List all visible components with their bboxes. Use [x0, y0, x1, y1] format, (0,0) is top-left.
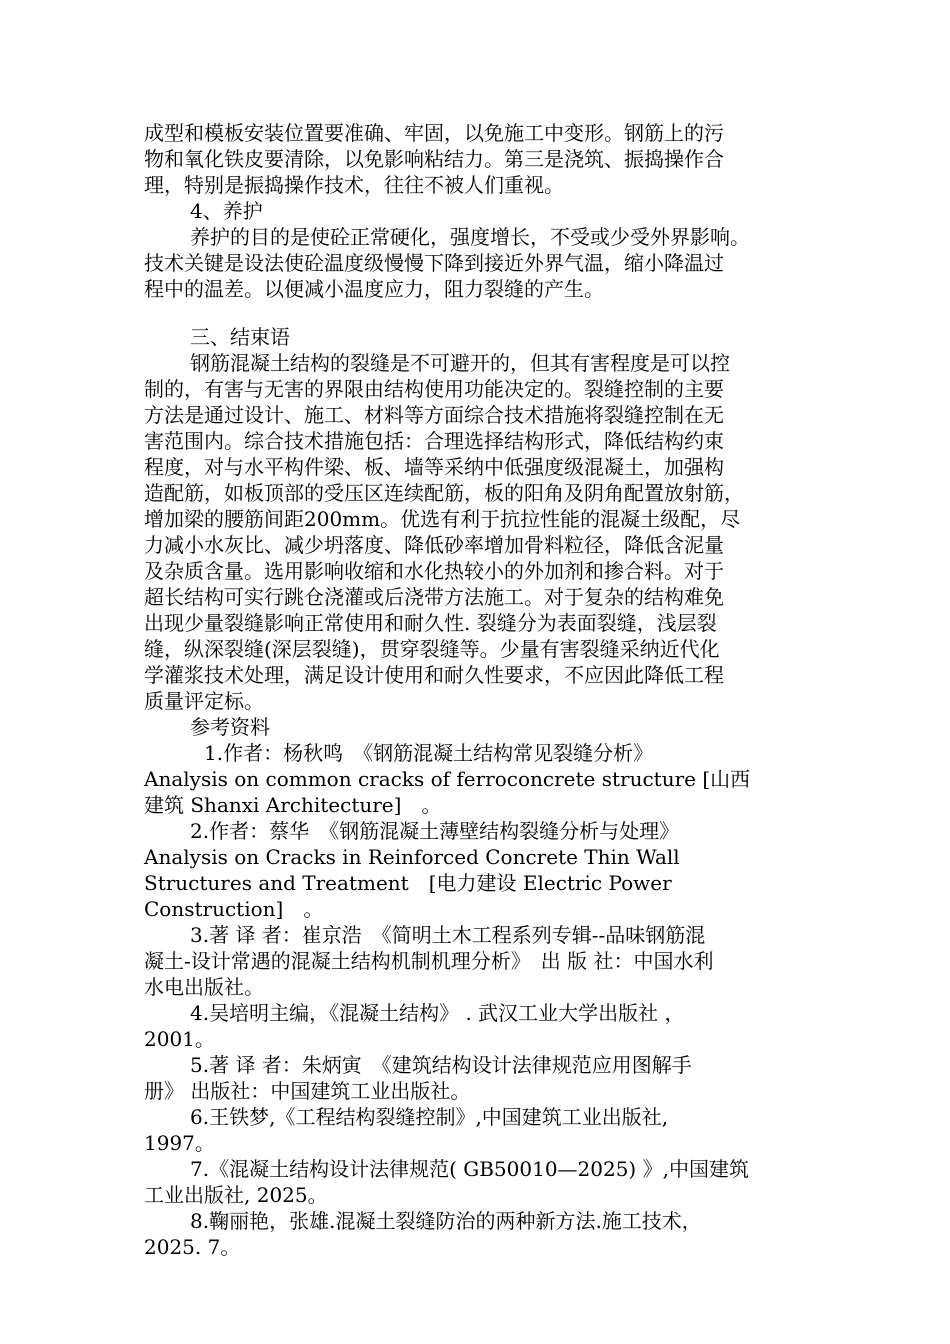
reference-line: 7.《混凝土结构设计法律规范( GB50010—2025) 》,中国建筑 — [190, 1157, 749, 1181]
paragraph-line: 理，特别是振捣操作技术，往往不被人们重视。 — [144, 173, 564, 197]
reference-line: Analysis on Cracks in Reinforced Concrete Thin Wall — [144, 845, 680, 869]
paragraph-line: 技术关键是设法使砼温度级慢慢下降到接近外界气温，缩小降温过 — [144, 251, 724, 275]
reference-line: 1997。 — [144, 1131, 215, 1155]
reference-item — [144, 1208, 816, 1260]
paragraph-line: 物和氧化铁皮要清除，以免影响粘结力。第三是浇筑、振捣操作合 — [144, 147, 724, 171]
reference-item — [144, 818, 816, 922]
paragraph-line: 钢筋混凝土结构的裂缝是不可避开的，但其有害程度是可以控 — [190, 351, 730, 375]
reference-item — [144, 1052, 816, 1104]
paragraph-line: 方法是通过设计、施工、材料等方面综合技术措施将裂缝控制在无 — [144, 403, 724, 427]
paragraph-line: 及杂质含量。选用影响收缩和水化热较小的外加剂和掺合料。对于 — [144, 559, 724, 583]
reference-line: 3.著 译 者：崔京浩 《简明土木工程系列专辑--品味钢筋混 — [190, 923, 706, 947]
conclusion-paragraph — [144, 350, 816, 714]
reference-line: 4.吴培明主编，《混凝土结构》 . 武汉工业大学出版社 ， — [190, 1001, 685, 1025]
reference-line: Construction] 。 — [144, 897, 324, 921]
reference-item — [144, 740, 816, 818]
paragraph-line: 程中的温差。以便减小温度应力，阻力裂缝的产生。 — [144, 277, 604, 301]
reference-line: 2.作者：蔡华 《钢筋混凝土薄壁结构裂缝分析与处理》 — [190, 819, 680, 843]
reference-line: Analysis on common cracks of ferroconcrete structure [山西 — [144, 767, 751, 791]
reference-line: 工业出版社, 2025。 — [144, 1183, 328, 1207]
paragraph-line: 质量评定标。 — [144, 689, 264, 713]
document-page — [144, 120, 816, 1260]
reference-line: 8.鞠丽艳，张雄.混凝土裂缝防治的两种新方法.施工技术， — [190, 1209, 702, 1233]
conclusion-heading: 三、结束语 — [190, 325, 290, 349]
paragraph-line: 出现少量裂缝影响正常使用和耐久性. 裂缝分为表面裂缝，浅层裂 — [144, 611, 717, 635]
paragraph-line: 造配筋，如板顶部的受压区连续配筋，板的阳角及阴角配置放射筋， — [144, 481, 744, 505]
reference-line: 6.王铁梦,《工程结构裂缝控制》,中国建筑工业出版社, — [190, 1105, 669, 1129]
curing-heading: 4、养护 — [190, 199, 263, 223]
reference-item — [144, 1000, 816, 1052]
reference-line: 凝土-设计常遇的混凝土结构机制机理分析》 出 版 社：中国水利 — [144, 949, 714, 973]
reference-line: 册》 出版社：中国建筑工业出版社。 — [144, 1079, 471, 1103]
reference-line: 1.作者：杨秋鸣 《钢筋混凝土结构常见裂缝分析》 — [204, 741, 654, 765]
paragraph-line: 养护的目的是使砼正常硬化，强度增长，不受或少受外界影响。 — [190, 225, 750, 249]
reference-item — [144, 1104, 816, 1156]
references-list — [144, 740, 816, 1260]
paragraph-line: 缝，纵深裂缝(深层裂缝)，贯穿裂缝等。少量有害裂缝采纳近代化 — [144, 637, 720, 661]
paragraph-line: 学灌浆技术处理，满足设计使用和耐久性要求，不应因此降低工程 — [144, 663, 724, 687]
reference-line: 2001。 — [144, 1027, 215, 1051]
paragraph-line: 增加梁的腰筋间距200mm。优选有利于抗拉性能的混凝土级配，尽 — [144, 507, 741, 531]
reference-line: 5.著 译 者：朱炳寅 《建筑结构设计法律规范应用图解手 — [190, 1053, 692, 1077]
paragraph-line: 制的，有害与无害的界限由结构使用功能决定的。裂缝控制的主要 — [144, 377, 724, 401]
paragraph-line: 超长结构可实行跳仓浇灌或后浇带方法施工。对于复杂的结构难免 — [144, 585, 724, 609]
construction-paragraph — [144, 120, 816, 198]
reference-line: 水电出版社。 — [144, 975, 264, 999]
references-heading: 参考资料 — [190, 715, 270, 739]
blank-line — [144, 302, 816, 324]
reference-line: 2025. 7。 — [144, 1235, 241, 1259]
reference-line: 建筑 Shanxi Architecture] 。 — [144, 793, 442, 817]
paragraph-line: 成型和模板安装位置要准确、牢固，以免施工中变形。钢筋上的污 — [144, 121, 724, 145]
reference-item — [144, 1156, 816, 1208]
curing-paragraph — [144, 224, 816, 302]
paragraph-line: 力减小水灰比、减少坍落度、降低砂率增加骨料粒径，降低含泥量 — [144, 533, 724, 557]
paragraph-line: 害范围内。综合技术措施包括：合理选择结构形式，降低结构约束 — [144, 429, 724, 453]
paragraph-line: 程度，对与水平构件梁、板、墙等采纳中低强度级混凝土，加强构 — [144, 455, 724, 479]
reference-line: Structures and Treatment [电力建设 Electric Power — [144, 871, 672, 895]
reference-item — [144, 922, 816, 1000]
